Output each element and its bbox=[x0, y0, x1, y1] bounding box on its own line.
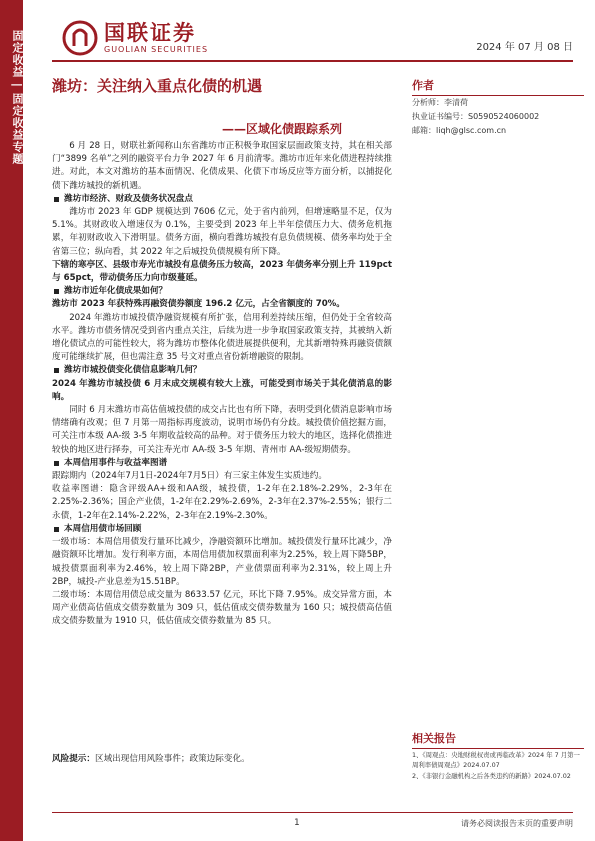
section-heading: 本周信用事件与收益率图谱 bbox=[52, 457, 392, 470]
section-heading: 潍坊市近年化债成果如何？ bbox=[52, 285, 392, 298]
header-rule bbox=[52, 60, 573, 62]
paragraph: 收益率图谱：隐含评级AA+级和AA级，城投债，1-2年在2.18%-2.29%，2-3年在2.25%-2.36%；国企产业债，1-2年在2.29%-2.69%，2-3年在2.37%-2.55%；银行二永债，1-2年在2.14%-2.22%，2-3年在2.19%-2.30%。 bbox=[52, 484, 392, 521]
paragraph: 跟踪期内（2024年7月1日-2024年7月5日）有三家主体发生实质违约。 bbox=[52, 471, 327, 482]
related-rule bbox=[412, 748, 584, 749]
logo-name-cn: 国联证券 bbox=[104, 21, 196, 45]
related-heading: 相关报告 bbox=[412, 732, 456, 745]
report-date: 2024 年 07 月 08 日 bbox=[476, 42, 573, 53]
logo-mark-icon bbox=[62, 20, 98, 56]
author-row: 执业证书编号：S0590524060002 bbox=[412, 112, 540, 121]
highlight-paragraph: 下辖的寒亭区、县级市寿光市城投有息债务压力较高，2023 年债务率分别上升 119pct 与 65pct，带动债务压力向市级蔓延。 bbox=[52, 259, 392, 284]
report-subtitle: ——区域化债跟踪系列 bbox=[222, 122, 343, 136]
author-row: 分析师：李清荷 bbox=[412, 98, 468, 107]
report-title: 潍坊：关注纳入重点化债的机遇 bbox=[52, 77, 263, 95]
author-box bbox=[412, 77, 584, 138]
summary-body bbox=[52, 140, 392, 629]
highlight-paragraph: 2024 年潍坊市城投债 6 月末成交规模有较大上涨，可能受到市场关于其化债消息的影响。 bbox=[52, 378, 392, 402]
related-reports bbox=[412, 730, 584, 782]
related-report-link[interactable]: 2、《非银行金融机构之后各类违约的新路》2024.07.02 bbox=[412, 772, 571, 780]
paragraph: 一级市场：本周信用债发行量环比减少，净融资额环比增加。城投债发行量环比减少，净融资额环比增加。发行利率方面，本周信用债加权票面利率为2.25%，较上周下降5BP，城投债票面利率为2.46%，较上周下降2BP，产业债票面利率为2.31%，较上周上升2BP，城投-产业息差为15.51BP。 bbox=[52, 537, 392, 587]
page-number: 1 bbox=[294, 818, 300, 828]
footer-disclaimer: 请务必阅读报告末页的重要声明 bbox=[461, 819, 573, 828]
section-heading: 本周信用债市场回顾 bbox=[52, 523, 392, 536]
risk-label: 风险提示： bbox=[52, 754, 95, 764]
logo-name-en: GUOLIAN SECURITIES bbox=[104, 45, 209, 54]
author-email[interactable]: 邮箱：liqh@glsc.com.cn bbox=[412, 126, 507, 135]
author-heading: 作者 bbox=[412, 79, 434, 92]
paragraph: 二级市场：本周信用债总成交量为 8633.57 亿元，环比下降 7.95%。成交异常方面，本周产业债高估值成交债券数量为 309 只，低估值成交债券数量为 160 只；城投债高估值成交债券数量为 1910 只，低估值成交债券数量为 85 只。 bbox=[52, 589, 392, 627]
paragraph: 2024 年潍坊市城投债净融资规模有所扩张，信用利差持续压缩，但仍处于全省较高水平。潍坊市债务情况受到省内重点关注，后续为进一步争取国家政策支持，其被纳入新增化债试点的可能性较大，将为潍坊市整体化债进展提供便利，尤其新增特殊再融资债额度可能继续扩展，但也需注意 35 号文对重点省份新增融资的限制。 bbox=[52, 312, 392, 363]
paragraph: 同时 6 月末潍坊市高估值城投债的成交占比也有所下降，表明受到化债消息影响市场情绪确有改观；但 7 月第一周指标再度波动，说明市场仍有分歧。城投债价值挖掘方面，可关注市本级 AA-级 3-5 年期收益较高的品种。对于债务压力较大的地区，选择化债推进较快的地区进行择券，可关注寿光市 AA-级 3-5 年期、青州市 AA-级短期债券。 bbox=[52, 405, 392, 455]
paragraph: 6 月 28 日，财联社新闻称山东省潍坊市正积极争取国家层面政策支持，其在相关部门“3899 名单”之列的融资平台力争 2027 年 6 月前清零。潍坊市近年来化债进程持续推进。对此，本文对潍坊的基本面情况、化债成果、化债下市场反应等方面分析，以捕捉化债下潍坊城投的新机遇。 bbox=[52, 141, 392, 191]
related-report-link[interactable]: 1、《周观点：央地财税权责或再临改革》2024 年 7 月第一周利率债周观点》2024.07.07 bbox=[412, 751, 580, 769]
risk-warning bbox=[52, 752, 250, 764]
footer-rule bbox=[52, 812, 573, 813]
section-heading: 潍坊市经济、财政及债务状况盘点 bbox=[52, 193, 392, 206]
sidebar bbox=[0, 0, 23, 841]
highlight-paragraph: 潍坊市 2023 年获特殊再融资债券额度 196.2 亿元，占全省额度的 70%。 bbox=[52, 299, 345, 310]
sidebar-text: 固定收益 | 固定收益专题 bbox=[11, 30, 24, 165]
paragraph: 潍坊市 2023 年 GDP 规模达到 7606 亿元，处于省内前列，但增速略显不足，仅为 5.1%。其财政收入增速仅为 0.1%，主要受到 2023 年上半年偿债压力大、债务危机拖累，年初财政收入下滑明显。债务方面，横向看潍坊城投有息负债规模、债务率均处于全省第三位；纵向看，其 2022 年之后城投负债规模有所下降。 bbox=[52, 207, 392, 257]
risk-text: 区域出现信用风险事件；政策边际变化。 bbox=[94, 754, 250, 764]
logo bbox=[62, 16, 208, 60]
section-heading: 潍坊市城投债变化债信息影响几何？ bbox=[52, 364, 392, 377]
